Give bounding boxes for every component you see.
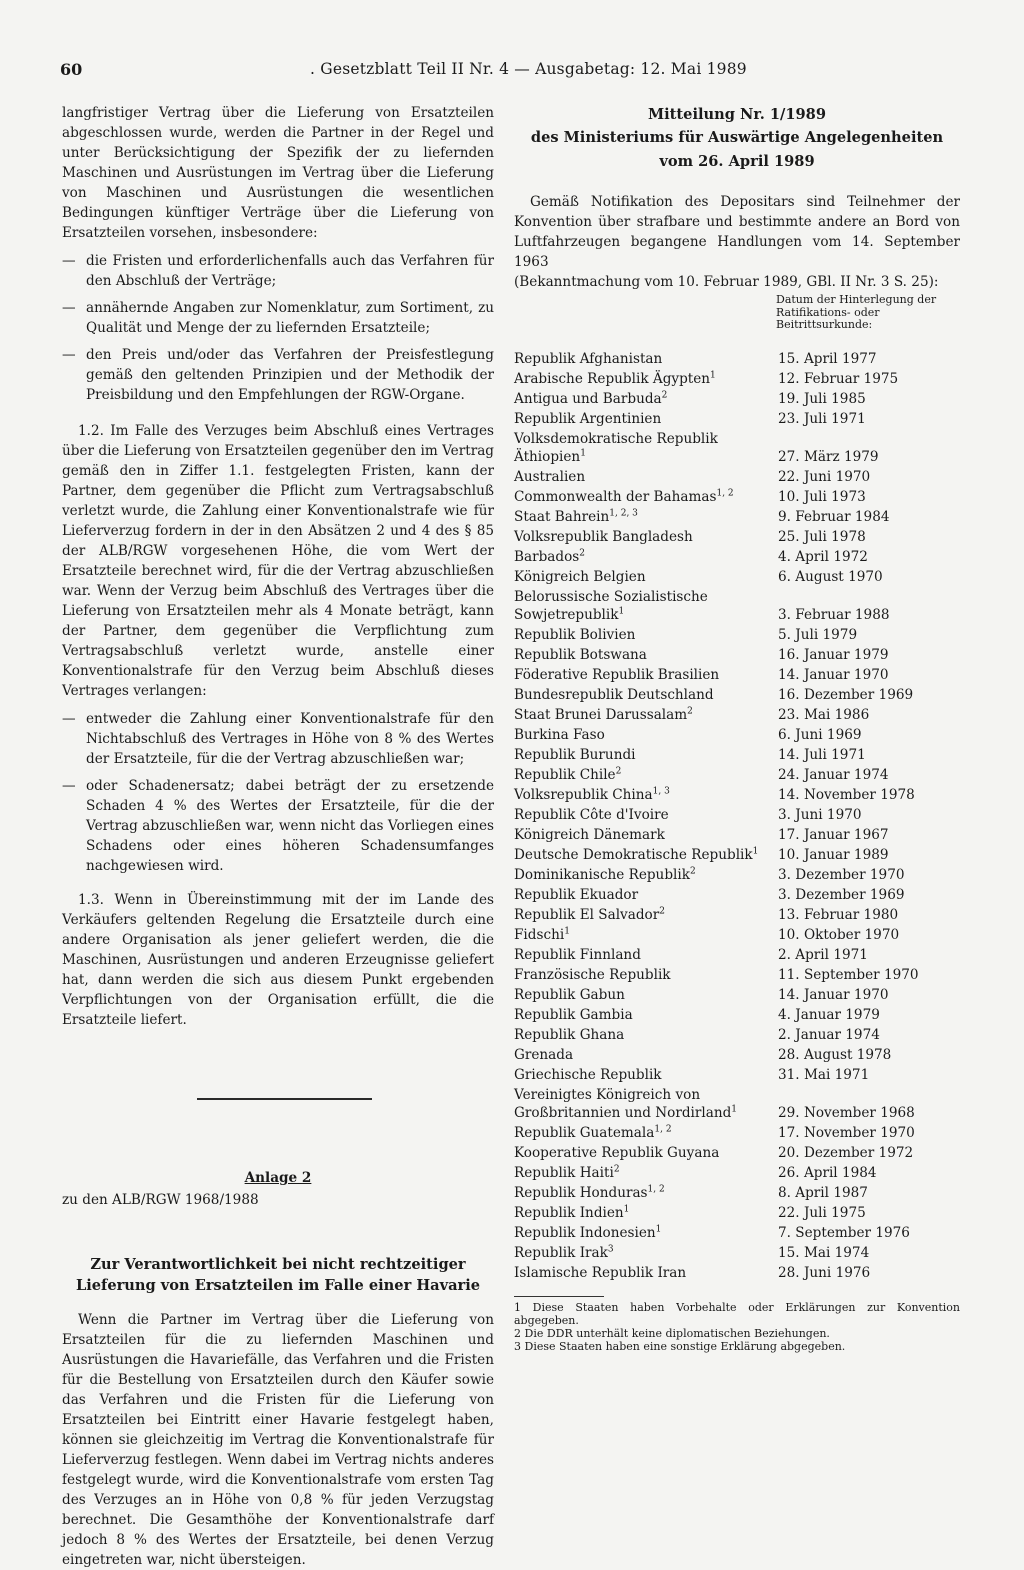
table-row bbox=[514, 350, 960, 370]
table-row bbox=[514, 1086, 960, 1124]
table-row bbox=[514, 806, 960, 826]
table-row bbox=[514, 528, 960, 548]
deposit-date: 28. Juni 1976 bbox=[778, 1264, 871, 1281]
footnote-marker: 1 bbox=[710, 369, 716, 380]
table-row bbox=[514, 1144, 960, 1164]
deposit-date: 14. November 1978 bbox=[778, 786, 915, 803]
table-row bbox=[514, 1006, 960, 1026]
footnote-marker: 3 bbox=[607, 1243, 614, 1254]
state-name: Föderative Republik Brasilien bbox=[514, 666, 720, 683]
table-row bbox=[514, 430, 960, 468]
paragraph-1-3: 1.3. Wenn in Übereinstimmung mit der im Lande des Verkäufers geltenden Regelung die Ersatzteile durch eine andere Organisation als jener geliefert werden, die die Maschinen, Ausrüstungen und anderen Erzeugnisse geliefert hat, dann werden die sich aus diesem Punkt ergebenden Verpflichtungen von der Organisation erfüllt, die die Ersatzteile liefert. bbox=[62, 892, 494, 1028]
footnote-marker: 1 bbox=[655, 1223, 662, 1234]
table-row bbox=[514, 410, 960, 430]
deposit-date: 10. Oktober 1970 bbox=[778, 926, 900, 943]
deposit-date: 19. Juli 1985 bbox=[778, 390, 866, 407]
state-name: Staat Brunei Darussalam$^2$ bbox=[514, 705, 693, 723]
list-1 bbox=[62, 251, 494, 405]
table-row bbox=[514, 786, 960, 806]
list-2 bbox=[62, 709, 494, 876]
state-name: Volksrepublik Bangladesh bbox=[514, 528, 693, 545]
footnote-marker: 2 bbox=[661, 389, 668, 400]
deposit-date: 14. Januar 1970 bbox=[778, 986, 889, 1003]
table-row bbox=[514, 1204, 960, 1224]
right-column bbox=[514, 103, 960, 1353]
state-name: Republik Côte d'Ivoire bbox=[514, 806, 669, 823]
state-name: Königreich Dänemark bbox=[514, 826, 665, 843]
table-row bbox=[514, 1244, 960, 1264]
table-row bbox=[514, 986, 960, 1006]
separator-rule bbox=[197, 1098, 372, 1100]
state-name: Republik Botswana bbox=[514, 646, 647, 663]
table-row bbox=[514, 1264, 960, 1284]
table-row bbox=[514, 766, 960, 786]
state-name: Antigua und Barbuda$^2$ bbox=[514, 389, 668, 407]
deposit-date: 24. Januar 1974 bbox=[778, 766, 889, 783]
state-name: Islamische Republik Iran bbox=[514, 1264, 687, 1281]
deposit-date: 10. Januar 1989 bbox=[778, 846, 889, 863]
deposit-date: 20. Dezember 1972 bbox=[778, 1144, 914, 1161]
notice-date: vom 26. April 1989 bbox=[659, 153, 815, 170]
deposit-date: 12. Februar 1975 bbox=[778, 370, 899, 387]
table-row bbox=[514, 686, 960, 706]
state-name: Dominikanische Republik$^2$ bbox=[514, 865, 696, 883]
list-item: — den Preis und/oder das Verfahren der Preisfestlegung gemäß den geltenden Prinzipien und der Methodik der Preisbildung und den Empfehlungen der RGW-Organe. bbox=[62, 347, 494, 403]
footnote-marker: 1 bbox=[580, 447, 586, 458]
date-column-header: Datum der Hinterlegung der Ratifikations- oder Beitrittsurkunde: bbox=[776, 293, 937, 331]
state-name: Republik Gabun bbox=[514, 986, 625, 1003]
page-header bbox=[60, 60, 960, 86]
state-name: Republik Honduras$^{1, 2}$ bbox=[514, 1183, 665, 1201]
footnote-1: 1 Diese Staaten haben Vorbehalte oder Erklärungen zur Konvention abgegeben. bbox=[514, 1300, 960, 1327]
footnote-3: 3 Diese Staaten haben eine sonstige Erklärung abgegeben. bbox=[514, 1339, 846, 1353]
deposit-date: 3. Dezember 1969 bbox=[778, 886, 905, 903]
table-row bbox=[514, 1046, 960, 1066]
state-name: Fidschi$^1$ bbox=[514, 925, 570, 943]
table-row bbox=[514, 926, 960, 946]
deposit-date: 7. September 1976 bbox=[778, 1224, 910, 1241]
table-row bbox=[514, 1124, 960, 1144]
state-name: Barbados$^2$ bbox=[514, 547, 585, 565]
deposit-date: 2. April 1971 bbox=[778, 946, 868, 963]
table-row bbox=[514, 946, 960, 966]
table-row bbox=[514, 886, 960, 906]
footnote-marker: 1 bbox=[564, 925, 570, 936]
table-row bbox=[514, 390, 960, 410]
table-row bbox=[514, 906, 960, 926]
state-name: Republik Haiti$^2$ bbox=[514, 1163, 620, 1181]
paragraph-1-2: 1.2. Im Falle des Verzuges beim Abschluß eines Vertrages über die Lieferung von Ersatzteilen gegenüber den im Vertrag gemäß den in Ziffer 1.1. festgelegten Fristen, kann der Partner, dem gegenüber die Pflicht zum Vertragsabschluß verletzt wurde, die Zahlung einer Konventionalstrafe wie für Lieferverzug fordern in der in den Absätzen 2 und 4 des § 85 der ALB/RGW vorgesehenen Höhe, die vom Wert der Ersatzteile berechnet wird, für die der Vertrag abzuschließen war. Wenn der Verzug beim Abschluß des Vertrages über die Lieferung von Ersatzteilen mehr als 4 Monate beträgt, kann der Partner, dem gegenüber die Verpflichtung zum Vertragsabschluß verletzt wurde, anstelle einer Konventionalstrafe für den Verzug beim Abschluß dieses Vertrages verlangen: bbox=[62, 423, 494, 699]
footnote-marker: 2 bbox=[689, 865, 696, 876]
state-name: Volksdemokratische Republik Äthiopien$^1$ bbox=[514, 430, 718, 465]
deposit-date: 10. Juli 1973 bbox=[778, 488, 866, 505]
state-name: Volksrepublik China$^{1, 3}$ bbox=[514, 785, 670, 803]
state-name: Republik Indonesien$^1$ bbox=[514, 1223, 662, 1241]
deposit-date: 16. Dezember 1969 bbox=[778, 686, 914, 703]
footnote-marker: 2 bbox=[579, 547, 585, 558]
deposit-date: 8. April 1987 bbox=[778, 1184, 868, 1201]
table-row bbox=[514, 666, 960, 686]
state-name: Republik Afghanistan bbox=[514, 350, 663, 367]
state-name: Republik Indien$^1$ bbox=[514, 1203, 630, 1221]
footnote-marker: 2 bbox=[659, 905, 665, 916]
state-name: Republik El Salvador$^2$ bbox=[514, 905, 665, 923]
paragraph-havarie: Wenn die Partner im Vertrag über die Lieferung von Ersatzteilen für die zu liefernden Maschinen und Ausrüstungen die Havariefälle, das Verfahren und die Fristen für die Bestellung von Ersatzteilen durch den Käufer sowie das Verfahren und die Fristen für die Lieferung von Ersatzteilen bei Eintritt einer Havarie festgelegt haben, können sie gleichzeitig im Vertrag die Konventionalstrafe für Lieferverzug festlegen. Wenn dabei im Vertrag nichts anderes festgelegt wurde, wird die Konventionalstrafe vom ersten Tag des Verzuges an in Höhe von 0,8 % für jeden Verzugstag berechnet. Die Gesamthöhe der Konventionalstrafe darf jedoch 8 % des Wertes der Ersatzteile, bei denen Verzug eingetreten war, nicht übersteigen. bbox=[62, 1312, 494, 1568]
deposit-date: 4. Januar 1979 bbox=[778, 1006, 880, 1023]
table-row bbox=[514, 1184, 960, 1204]
deposit-date: 6. August 1970 bbox=[778, 568, 883, 585]
table-row bbox=[514, 866, 960, 886]
table-row bbox=[514, 1066, 960, 1086]
footnote-marker: 1, 2 bbox=[654, 1123, 672, 1134]
deposit-date: 13. Februar 1980 bbox=[778, 906, 899, 923]
state-name: Französische Republik bbox=[514, 966, 671, 983]
notice-title: Mitteilung Nr. 1/1989 des Ministeriums für Auswärtige Angelegenheiten bbox=[530, 106, 944, 146]
notice-reference: (Bekanntmachung vom 10. Februar 1989, GBl. II Nr. 3 S. 25): bbox=[514, 274, 939, 290]
section-title: Zur Verantwortlichkeit bei nicht rechtzeitiger Lieferung von Ersatzteilen im Falle einer Havarie bbox=[75, 1256, 481, 1294]
deposit-date: 23. Juli 1971 bbox=[778, 410, 866, 427]
deposit-date: 16. Januar 1979 bbox=[778, 646, 889, 663]
state-name: Belorussische Sozialistische Sowjetrepublik$^1$ bbox=[514, 588, 708, 623]
state-name: Republik Gambia bbox=[514, 1006, 633, 1023]
deposit-date: 27. März 1979 bbox=[778, 448, 879, 465]
state-name: Staat Bahrein$^{1, 2, 3}$ bbox=[514, 507, 638, 525]
table-row bbox=[514, 568, 960, 588]
deposit-date: 15. Mai 1974 bbox=[778, 1244, 870, 1261]
footnote-marker: 1 bbox=[618, 605, 625, 616]
state-name: Republik Irak$^3$ bbox=[514, 1243, 614, 1261]
state-name: Republik Burundi bbox=[514, 746, 636, 763]
deposit-date: 26. April 1984 bbox=[778, 1164, 877, 1181]
state-name: Grenada bbox=[514, 1046, 574, 1063]
deposit-date: 9. Februar 1984 bbox=[778, 508, 890, 525]
deposit-date: 14. Juli 1971 bbox=[778, 746, 866, 763]
state-name: Republik Argentinien bbox=[514, 410, 662, 427]
table-row bbox=[514, 726, 960, 746]
deposit-date: 22. Juni 1970 bbox=[778, 468, 871, 485]
anlage-subtitle: zu den ALB/RGW 1968/1988 bbox=[62, 1192, 259, 1208]
deposit-date: 3. Februar 1988 bbox=[778, 606, 890, 623]
state-name: Republik Guatemala$^{1, 2}$ bbox=[514, 1123, 672, 1141]
state-name: Vereinigtes Königreich von Großbritannien und Nordirland$^1$ bbox=[514, 1086, 738, 1121]
deposit-date: 11. September 1970 bbox=[778, 966, 919, 983]
state-name: Republik Chile$^2$ bbox=[514, 765, 622, 783]
deposit-date: 28. August 1978 bbox=[778, 1046, 892, 1063]
footnote-marker: 1, 2, 3 bbox=[609, 507, 638, 518]
deposit-date: 3. Juni 1970 bbox=[778, 806, 862, 823]
footnote-marker: 2 bbox=[687, 705, 693, 716]
state-name: Kooperative Republik Guyana bbox=[514, 1144, 720, 1161]
deposit-date: 25. Juli 1978 bbox=[778, 528, 866, 545]
deposit-date: 3. Dezember 1970 bbox=[778, 866, 905, 883]
footnote-2: 2 Die DDR unterhält keine diplomatischen Beziehungen. bbox=[514, 1326, 830, 1340]
footnote-marker: 1 bbox=[731, 1103, 738, 1114]
deposit-date: 2. Januar 1974 bbox=[778, 1026, 880, 1043]
table-row bbox=[514, 646, 960, 666]
page-number: 60 bbox=[60, 60, 83, 79]
footnote-rule bbox=[514, 1296, 604, 1297]
list-item: — die Fristen und erforderlichenfalls auch das Verfahren für den Abschluß der Verträge; bbox=[62, 253, 494, 289]
state-name: Republik Ghana bbox=[514, 1026, 625, 1043]
state-name: Arabische Republik Ägypten$^1$ bbox=[514, 369, 716, 387]
anlage-title: Anlage 2 bbox=[244, 1170, 312, 1186]
table-row bbox=[514, 508, 960, 528]
deposit-date: 17. November 1970 bbox=[778, 1124, 915, 1141]
state-name: Königreich Belgien bbox=[514, 568, 646, 585]
deposit-date: 23. Mai 1986 bbox=[778, 706, 870, 723]
footnote-marker: 1 bbox=[623, 1203, 630, 1214]
state-name: Griechische Republik bbox=[514, 1066, 662, 1083]
table-row bbox=[514, 1224, 960, 1244]
table-row bbox=[514, 1164, 960, 1184]
table-row bbox=[514, 468, 960, 488]
footnote-marker: 2 bbox=[615, 765, 622, 776]
state-name: Burkina Faso bbox=[514, 726, 605, 743]
table-row bbox=[514, 370, 960, 390]
table-row bbox=[514, 706, 960, 726]
footnote-marker: 1 bbox=[752, 845, 759, 856]
table-row bbox=[514, 488, 960, 508]
footnote-marker: 1, 2 bbox=[716, 487, 734, 498]
deposit-date: 15. April 1977 bbox=[778, 350, 877, 367]
states-table bbox=[514, 350, 960, 1284]
deposit-date: 5. Juli 1979 bbox=[778, 626, 858, 643]
left-column bbox=[62, 103, 494, 1570]
deposit-date: 17. Januar 1967 bbox=[778, 826, 889, 843]
state-name: Republik Finnland bbox=[514, 946, 641, 963]
table-row bbox=[514, 846, 960, 866]
list-item: — annähernde Angaben zur Nomenklatur, zum Sortiment, zu Qualität und Menge der zu liefernden Ersatzteile; bbox=[62, 300, 494, 336]
table-row bbox=[514, 548, 960, 568]
deposit-date: 31. Mai 1971 bbox=[778, 1066, 870, 1083]
state-name: Republik Ekuador bbox=[514, 886, 639, 903]
state-name: Bundesrepublik Deutschland bbox=[514, 686, 714, 703]
notice-intro: Gemäß Notifikation des Depositars sind Teilnehmer der Konvention über strafbare und bestimmte andere an Bord von Luftfahrzeugen begangene Handlungen vom 14. September 1963 bbox=[514, 194, 960, 270]
footnote-marker: 1, 3 bbox=[652, 785, 670, 796]
table-row bbox=[514, 588, 960, 626]
deposit-date: 6. Juni 1969 bbox=[778, 726, 862, 743]
paragraph-1: langfristiger Vertrag über die Lieferung von Ersatzteilen abgeschlossen wurde, werden die Partner in der Regel und unter Berücksichtigung der Spezifik der zu liefernden Maschinen und Ausrüstungen im Vertrag über die Lieferung von Maschinen und Ausrüstungen die wesentlichen Bedingungen künftiger Verträge über die Lieferung von Ersatzteilen vorsehen, insbesondere: bbox=[62, 105, 494, 241]
deposit-date: 29. November 1968 bbox=[778, 1104, 915, 1121]
table-row bbox=[514, 1026, 960, 1046]
table-row bbox=[514, 826, 960, 846]
footnote-marker: 2 bbox=[613, 1163, 620, 1174]
table-row bbox=[514, 626, 960, 646]
running-title: . Gesetzblatt Teil II Nr. 4 — Ausgabetag: 12. Mai 1989 bbox=[310, 60, 747, 78]
deposit-date: 14. Januar 1970 bbox=[778, 666, 889, 683]
state-name: Commonwealth der Bahamas$^{1, 2}$ bbox=[514, 487, 734, 505]
list-item: — entweder die Zahlung einer Konventionalstrafe für den Nichtabschluß des Vertrages in Höhe von 8 % des Wertes der Ersatzteile, für die der Vertrag abzuschließen war; bbox=[62, 711, 494, 767]
state-name: Republik Bolivien bbox=[514, 626, 636, 643]
table-row bbox=[514, 966, 960, 986]
table-row bbox=[514, 746, 960, 766]
state-name: Deutsche Demokratische Republik$^1$ bbox=[514, 845, 759, 863]
state-name: Australien bbox=[514, 468, 586, 485]
deposit-date: 22. Juli 1975 bbox=[778, 1204, 866, 1221]
list-item: — oder Schadenersatz; dabei beträgt der zu ersetzende Schaden 4 % des Wertes der Ersatzteile, für die der Vertrag abzuschließen war, wenn nicht das Vorliegen eines Schadens oder eines höheren Schadensumfanges nachgewiesen wird. bbox=[62, 778, 494, 874]
footnote-marker: 1, 2 bbox=[647, 1183, 665, 1194]
deposit-date: 4. April 1972 bbox=[778, 548, 868, 565]
